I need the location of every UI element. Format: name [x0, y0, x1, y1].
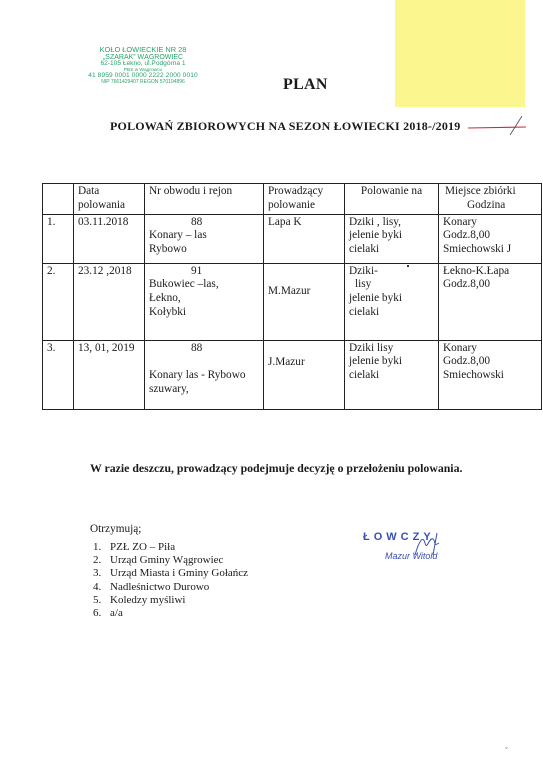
header-lp: [43, 184, 74, 215]
game-line: jelenie byki: [349, 229, 403, 242]
game-line: Dziki lisy: [349, 341, 394, 354]
header-game-label: Polowanie na: [360, 185, 423, 197]
signature-title: ŁOWCZY: [363, 531, 435, 543]
table-header-row: [43, 184, 542, 215]
red-pen-mark: [466, 113, 536, 143]
area-line: Łekno,: [149, 292, 181, 305]
header-place: [439, 184, 542, 215]
document-subtitle: POLOWAŃ ZBIOROWYCH NA SEZON ŁOWIECKI 2018-/2019: [110, 119, 461, 133]
place-line: Godz.8,00: [443, 355, 491, 368]
list-item: 4. Nadleśnictwo Durowo: [104, 581, 248, 594]
list-item: 6. a/a: [104, 607, 248, 620]
area-number: 88: [191, 215, 203, 228]
game-line: lisy: [355, 278, 372, 291]
hunt-area: [145, 340, 264, 409]
list-item: 5. Koledzy myśliwi: [104, 594, 248, 607]
hunt-leader: Lapa K: [264, 214, 345, 263]
leader-name: M.Mazur: [268, 284, 311, 297]
header-date-line-1: Data: [78, 185, 100, 197]
hunt-leader: [264, 340, 345, 409]
sticky-note: [395, 0, 525, 107]
stray-dot: [407, 265, 409, 267]
meeting-place: [439, 340, 542, 409]
stamp-line-1: KOŁO ŁOWIECKIE NR 28: [99, 45, 187, 54]
table-row: [43, 214, 542, 263]
meeting-place: [439, 214, 542, 263]
area-number: 88: [191, 341, 203, 354]
place-line: Konary: [443, 215, 477, 228]
row-number: 1.: [43, 214, 74, 263]
recipients-list: [90, 541, 248, 620]
hunt-date: 13, 01, 2019: [74, 340, 145, 409]
stamp-line-3: 62-105 Łekno, ul.Podgórna 1: [100, 60, 186, 68]
area-line: Rybowo: [149, 243, 187, 256]
list-item: 2. Urząd Gminy Wągrowiec: [104, 554, 248, 567]
area-line: Kołybki: [149, 305, 187, 318]
header-place-line-2: Godzina: [467, 198, 506, 211]
corner-mark: ˇ: [505, 746, 508, 755]
game-line: cielaki: [349, 369, 380, 382]
table-row: [43, 340, 542, 409]
header-leader-line-1: Prowadzący: [268, 185, 324, 197]
hunt-date: 23.12 ,2018: [74, 263, 145, 340]
header-leader-line-2: polowanie: [268, 198, 316, 211]
place-line: Konary: [443, 341, 477, 354]
stamp-line-5: 41 8959 0001 0000 2222 2000 0010: [88, 72, 198, 80]
game-line: cielaki: [349, 305, 380, 318]
game-line: Dziki , lisy,: [349, 215, 401, 228]
place-line: Godz.8,00: [443, 278, 491, 291]
area-line: szuwary,: [149, 383, 189, 396]
place-line: Godz.8,00: [443, 229, 491, 242]
club-stamp: [78, 46, 208, 85]
list-item: 1. PZŁ ZO – Piła: [104, 541, 248, 554]
header-game: [345, 184, 439, 215]
signature-stamp: [363, 531, 473, 576]
recipients-heading: Otrzymują;: [90, 523, 142, 535]
game-line: cielaki: [349, 243, 380, 256]
stamp-line-2: „SZARAK” WĄGROWIEC: [102, 53, 184, 61]
area-line: Konary las - Rybowo: [149, 369, 246, 382]
hunt-area: [145, 263, 264, 340]
hunt-schedule-table: [42, 183, 542, 410]
game-line: jelenie byki: [349, 292, 403, 305]
header-date-line-2: polowania: [78, 198, 126, 211]
place-line: Smiechowski J: [443, 243, 512, 256]
area-line: Bukowiec –las,: [149, 278, 219, 291]
stamp-line-4: PBS w Wągrowcu: [123, 68, 163, 74]
header-area-label: Nr obwodu i rejon: [149, 185, 233, 197]
signature-name: Mazur Witold: [385, 551, 438, 561]
place-line: Łekno-K.Łapa: [443, 264, 510, 277]
meeting-place: [439, 263, 542, 340]
hunt-area: [145, 214, 264, 263]
row-number: 3.: [43, 340, 74, 409]
area-number: 91: [191, 264, 203, 277]
area-line: Konary – las: [149, 229, 207, 242]
leader-name: J.Mazur: [268, 355, 305, 368]
header-leader: [264, 184, 345, 215]
table-row: [43, 263, 542, 340]
row-number: 2.: [43, 263, 74, 340]
list-item: 3. Urząd Miasta i Gminy Gołańcz: [104, 567, 248, 580]
hunt-game: [345, 263, 439, 340]
game-line: Dziki-: [349, 264, 378, 277]
hunt-game: [345, 214, 439, 263]
rain-note: W razie deszczu, prowadzący podejmuje decyzję o przełożeniu polowania.: [90, 461, 463, 475]
document-title: PLAN: [283, 76, 328, 93]
header-date: [74, 184, 145, 215]
handwritten-signature: [409, 531, 449, 557]
header-area: [145, 184, 264, 215]
game-line: jelenie byki: [349, 355, 403, 368]
place-line: Smiechowski: [443, 369, 504, 382]
hunt-date: 03.11.2018: [74, 214, 145, 263]
stamp-line-6: NIP 7661429407 REGON 570104896: [101, 78, 185, 85]
hunt-game: [345, 340, 439, 409]
header-place-line-1: Miejsce zbiórki: [445, 185, 516, 197]
hunt-leader: [264, 263, 345, 340]
